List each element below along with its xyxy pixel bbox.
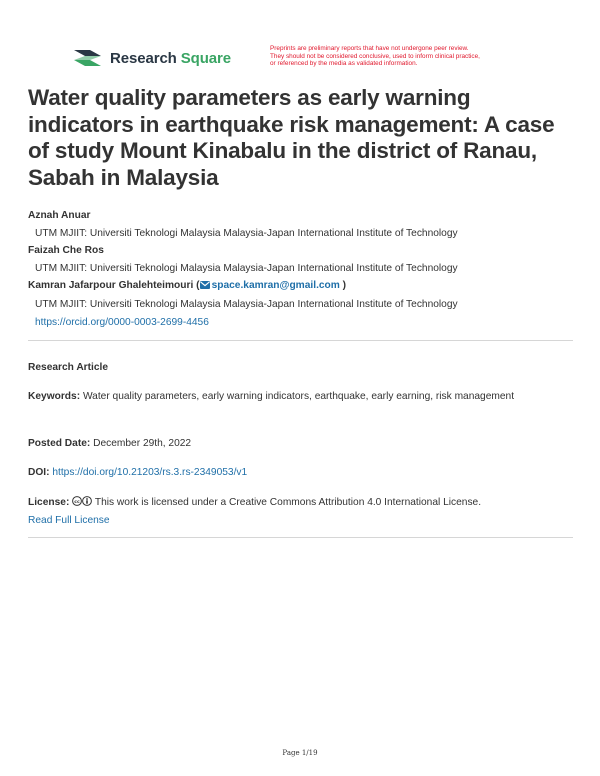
- logo-word-square: Square: [180, 49, 232, 67]
- paren-open: (: [196, 280, 200, 292]
- author-email-link[interactable]: space.kamran@gmail.com: [211, 280, 340, 292]
- author-affiliation: UTM MJIIT: Universiti Teknologi Malaysia Malaysia-Japan International Institute of Technology: [35, 262, 458, 274]
- posted-date-value: December 29th, 2022: [93, 438, 192, 449]
- research-square-logo[interactable]: [74, 47, 231, 69]
- author-list: [28, 207, 573, 331]
- author-name: Aznah Anuar: [28, 210, 91, 221]
- notice-line: They should not be considered conclusive, used to inform clinical practice,: [270, 52, 480, 60]
- license: [28, 494, 573, 529]
- read-full-license-link[interactable]: Read Full License: [28, 515, 110, 526]
- paren-close: ): [339, 280, 347, 292]
- paper-title: Water quality parameters as early warning indicators in earthquake risk management: A case of study Mount Kinabalu in the district of Ranau, Sabah in Malaysia: [28, 85, 555, 190]
- author-affiliation: UTM MJIIT: Universiti Teknologi Malaysia Malaysia-Japan International Institute of Technology: [35, 298, 458, 310]
- author-name: Faizah Che Ros: [28, 245, 104, 257]
- doi-link[interactable]: https://doi.org/10.21203/rs.3.rs-2349053/v1: [52, 467, 248, 478]
- divider: [28, 340, 573, 341]
- keywords: [28, 388, 573, 405]
- keywords-value: Water quality parameters, early warning indicators, earthquake, early earning, risk management: [82, 391, 515, 402]
- page-number: Page 1/19: [282, 749, 318, 757]
- cc-icon: [72, 495, 82, 512]
- license-text: This work is licensed under a Creative Commons Attribution 4.0 International License.: [94, 497, 482, 508]
- research-square-logo-icon: [74, 47, 102, 69]
- notice-line: or referenced by the media as validated information.: [270, 60, 418, 68]
- author-name: Kamran Jafarpour Ghalehteimouri: [28, 280, 194, 292]
- corresponding-author: [28, 277, 573, 296]
- divider: [28, 537, 573, 538]
- posted-date-label: Posted Date:: [28, 438, 91, 449]
- keywords-label: Keywords:: [28, 391, 81, 402]
- cc-by-icon: [82, 495, 92, 512]
- envelope-icon: [200, 278, 210, 296]
- preprint-notice: [270, 45, 540, 68]
- notice-line: Preprints are preliminary reports that have not undergone peer review.: [270, 45, 469, 52]
- orcid-link[interactable]: https://orcid.org/0000-0003-2699-4456: [35, 316, 209, 328]
- logo-word-research: Research: [110, 49, 177, 67]
- doi-label: DOI:: [28, 467, 50, 478]
- svg-text:cc: cc: [74, 500, 80, 505]
- logo-wordmark: [110, 50, 231, 67]
- author-affiliation: UTM MJIIT: Universiti Teknologi Malaysia Malaysia-Japan International Institute of Technology: [35, 227, 458, 239]
- license-label: License:: [28, 497, 70, 508]
- doi: [28, 464, 573, 481]
- posted-date: [28, 435, 573, 452]
- article-type: Research Article: [28, 362, 109, 373]
